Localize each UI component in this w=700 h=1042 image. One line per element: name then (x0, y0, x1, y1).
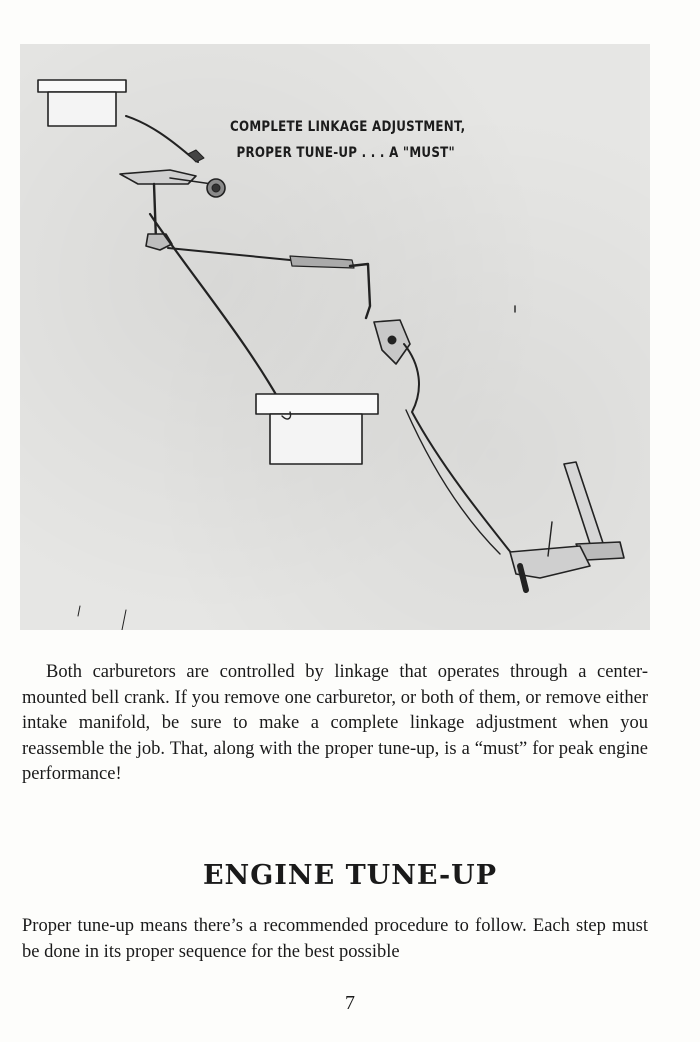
vertical-lever (350, 264, 370, 318)
accelerator-pedal (564, 462, 604, 550)
intro-paragraph: Both carburetors are controlled by linkage that operates through a center-mounted bell crank. If you remove one carburetor, or both of them, or remove either intake manifold, be sure to make a complete linkage adjustment when you reassemble the job. That, along with the proper tune-up, is a “must” for peak engine performance! (22, 662, 648, 784)
page-number: 7 (345, 992, 355, 1014)
bell-crank-bracket (120, 170, 196, 184)
figure-caption (230, 114, 476, 166)
caption-line-1: COMPLETE LINKAGE ADJUSTMENT, (230, 119, 466, 135)
caption-line-2: PROPER TUNE-UP . . . A "MUST" (236, 145, 455, 161)
upper-throttle-rod (126, 116, 198, 162)
accelerator-rod (404, 344, 520, 564)
linkage-illustration (20, 44, 650, 630)
section-paragraph: Proper tune-up means there’s a recommended procedure to follow. Each step must be done in its proper sequence for the best possible (22, 916, 648, 962)
lower-carburetor (256, 394, 378, 414)
upper-carburetor (38, 80, 126, 92)
section-heading: ENGINE TUNE-UP (202, 860, 498, 891)
